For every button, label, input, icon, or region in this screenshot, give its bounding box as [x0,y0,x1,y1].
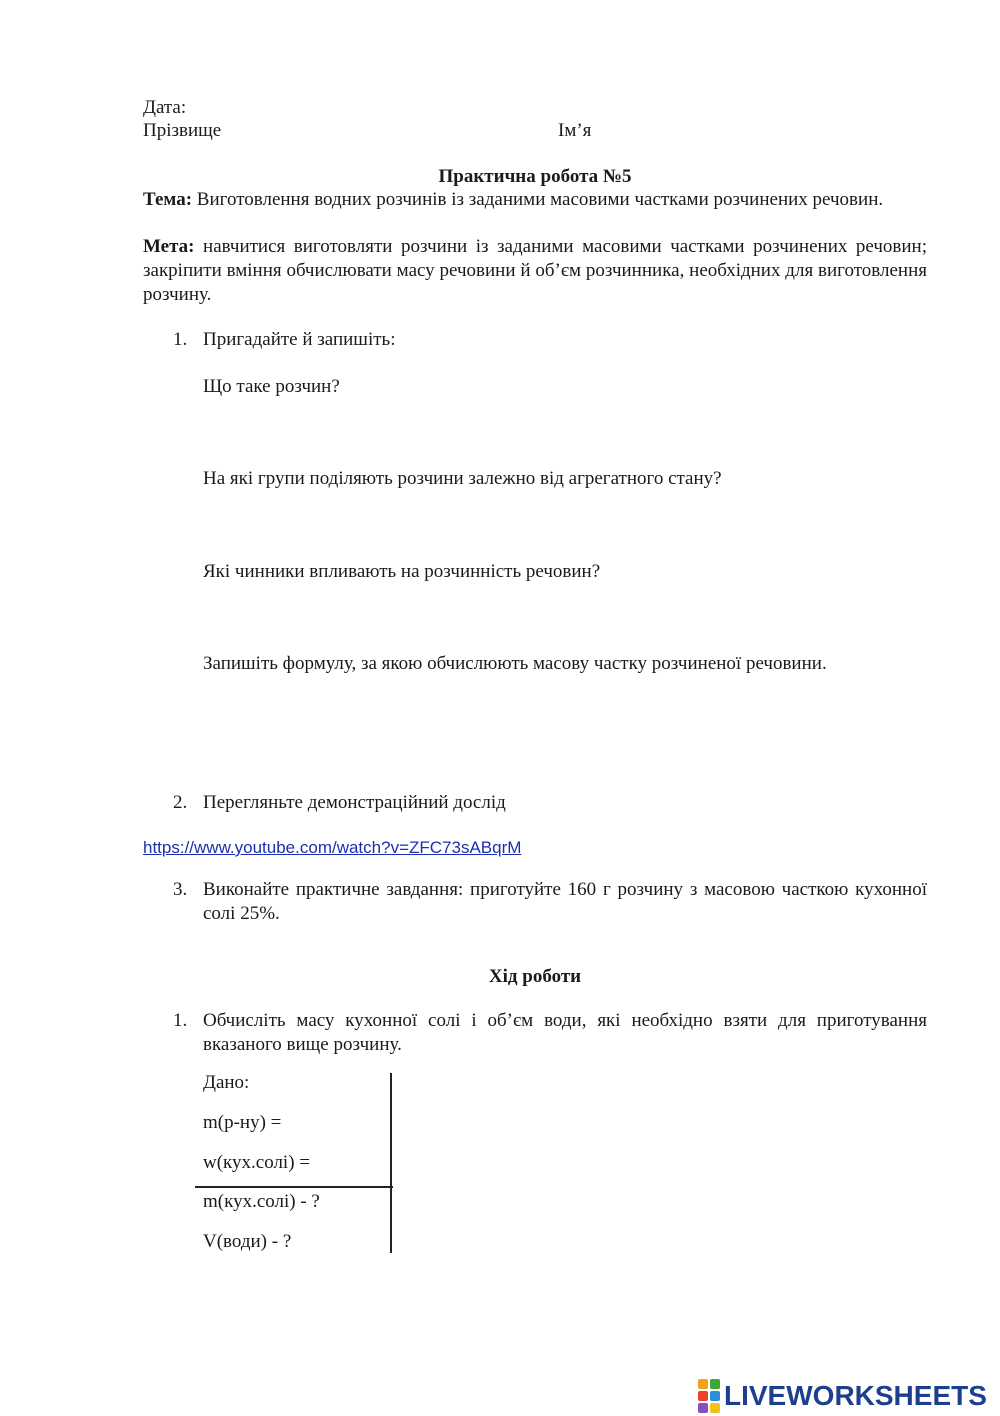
date-label: Дата: [143,97,187,118]
topic [143,188,883,212]
section3-text: Виконайте практичне завдання: приготуйте 160 г розчину з масовою часткою кухонної солі 25%. [203,879,927,924]
step1-text: Обчисліть масу кухонної солі і об’єм води, які необхідно взяти для приготування вказаного вище розчину. [203,1010,927,1055]
question-2: На які групи поділяють розчини залежно від агрегатного стану? [203,468,722,489]
youtube-link[interactable]: https://www.youtube.com/watch?v=ZFC73sABqrM [143,838,522,857]
section2-number: 2. [173,792,188,813]
question-4: Запишіть формулу, за якою обчислюють масову частку розчиненої речовини. [203,653,827,674]
question-1: Що таке розчин? [203,376,340,397]
procedure-title: Хід роботи [488,966,582,987]
find-mass-salt: m(кух.солі) - ? [203,1191,320,1212]
logo-text: LIVEWORKSHEETS [724,1380,987,1411]
given-mass-solution: m(р-ну) = [203,1112,282,1133]
goal-text: навчитися виготовляти розчини із заданими масовими частками розчинених речовин; закріпити вміння обчислювати масу речовини й об’єм розчинника, необхідних для виготовлення розчину. [143,236,927,305]
topic-label: Тема: [143,189,193,210]
logo-mark-icon [698,1379,720,1413]
given-label: Дано: [203,1072,250,1093]
name-label: Ім’я [558,120,592,141]
section3-number: 3. [173,879,188,900]
surname-label: Прізвище [143,120,222,141]
goal [143,235,927,307]
section1-heading: Пригадайте й запишіть: [203,329,396,350]
find-volume-water: V(води) - ? [203,1231,292,1252]
page-title: Практична робота №5 [438,166,632,187]
given-divider-horizontal [195,1186,393,1188]
question-3: Які чинники впливають на розчинність речовин? [203,561,601,582]
section1-number: 1. [173,329,188,350]
liveworksheets-logo [698,1376,987,1416]
given-divider-vertical [390,1073,392,1253]
section2-text: Перегляньте демонстраційний дослід [203,792,506,813]
step1-number: 1. [173,1010,188,1031]
given-mass-fraction: w(кух.солі) = [203,1152,310,1173]
topic-text: Виготовлення водних розчинів із заданими масовими частками розчинених речовин. [196,189,884,210]
goal-label: Мета: [143,236,195,257]
